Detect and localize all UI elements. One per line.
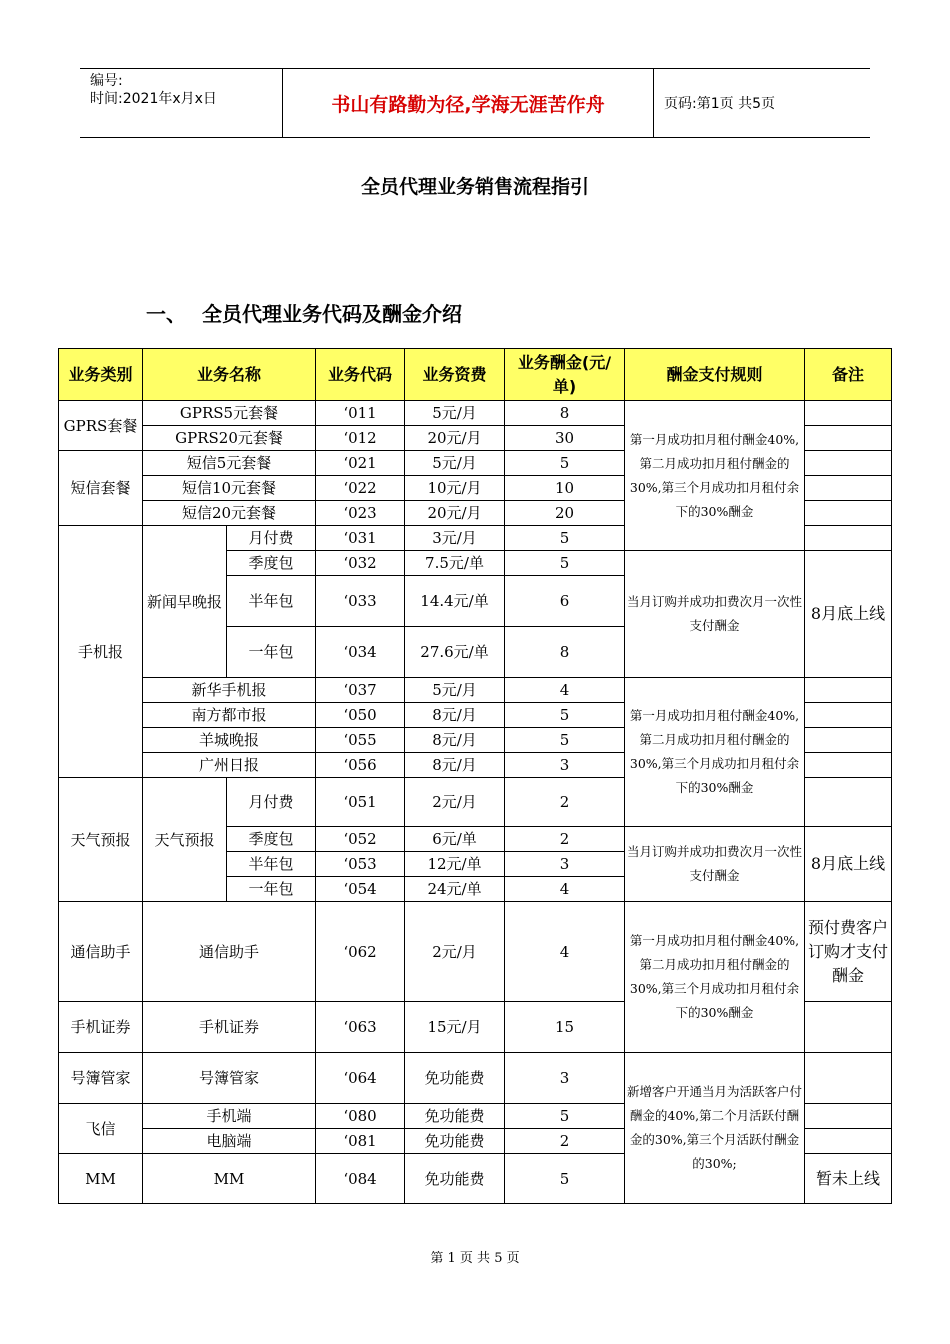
note-cell xyxy=(805,426,892,451)
name-cell: GPRS5元套餐 xyxy=(143,401,316,426)
code-cell: ‘011 xyxy=(316,401,405,426)
name-cell: 号簿管家 xyxy=(143,1053,316,1104)
fee-cell: 12元/单 xyxy=(405,852,505,877)
rule-cell: 当月订购并成功扣费次月一次性支付酬金 xyxy=(625,827,805,902)
name-cell: MM xyxy=(143,1154,316,1204)
note-cell xyxy=(805,728,892,753)
header-fee: 业务资费 xyxy=(405,349,505,401)
name-cell: 南方都市报 xyxy=(143,703,316,728)
code-cell: ‘050 xyxy=(316,703,405,728)
note-cell xyxy=(805,501,892,526)
fee-cell: 8元/月 xyxy=(405,703,505,728)
code-cell: ‘051 xyxy=(316,778,405,827)
note-cell: 8月底上线 xyxy=(805,827,892,902)
commission-cell: 15 xyxy=(505,1002,625,1053)
commission-cell: 5 xyxy=(505,703,625,728)
header-motto: 书山有路勤为径,学海无涯苦作舟 xyxy=(282,69,654,137)
rule-cell: 第一月成功扣月租付酬金40%,第二月成功扣月租付酬金的30%,第三个月成功扣月租付余下的30%酬金 xyxy=(625,401,805,551)
page-header xyxy=(80,68,870,138)
name-cell: 季度包 xyxy=(227,827,316,852)
name-cell: 手机证券 xyxy=(143,1002,316,1053)
category-cell: 通信助手 xyxy=(59,902,143,1002)
commission-cell: 8 xyxy=(505,401,625,426)
category-cell: 手机证券 xyxy=(59,1002,143,1053)
fee-cell: 5元/月 xyxy=(405,401,505,426)
note-cell xyxy=(805,678,892,703)
name-cell: 季度包 xyxy=(227,551,316,576)
name-cell: 月付费 xyxy=(227,778,316,827)
commission-cell: 5 xyxy=(505,526,625,551)
name-cell: 月付费 xyxy=(227,526,316,551)
header-meta xyxy=(90,72,217,108)
commission-cell: 4 xyxy=(505,678,625,703)
code-cell: ‘053 xyxy=(316,852,405,877)
header-page-info: 页码:第1页 共5页 xyxy=(664,96,775,112)
category-cell: 天气预报 xyxy=(59,778,143,902)
section-heading xyxy=(146,298,462,327)
fee-cell: 20元/月 xyxy=(405,426,505,451)
code-cell: ‘033 xyxy=(316,576,405,627)
header-category: 业务类别 xyxy=(59,349,143,401)
rule-cell: 第一月成功扣月租付酬金40%,第二月成功扣月租付酬金的30%,第三个月成功扣月租付余下的30%酬金 xyxy=(625,678,805,827)
fee-cell: 27.6元/单 xyxy=(405,627,505,678)
section-title: 全员代理业务代码及酬金介绍 xyxy=(202,302,462,326)
table-row xyxy=(59,902,892,1002)
fee-cell: 免功能费 xyxy=(405,1053,505,1104)
name-cell: 电脑端 xyxy=(143,1129,316,1154)
fee-cell: 24元/单 xyxy=(405,877,505,902)
fee-cell: 免功能费 xyxy=(405,1154,505,1204)
name-cell: 半年包 xyxy=(227,852,316,877)
rule-cell: 新增客户开通当月为活跃客户付酬金的40%,第二个月活跃付酬金的30%,第三个月活跃付酬金的30%; xyxy=(625,1053,805,1204)
name-cell: 羊城晚报 xyxy=(143,728,316,753)
header-code: 业务代码 xyxy=(316,349,405,401)
note-cell xyxy=(805,778,892,827)
note-cell xyxy=(805,1002,892,1053)
code-cell: ‘062 xyxy=(316,902,405,1002)
fee-cell: 3元/月 xyxy=(405,526,505,551)
name-cell: 广州日报 xyxy=(143,753,316,778)
code-cell: ‘081 xyxy=(316,1129,405,1154)
commission-cell: 6 xyxy=(505,576,625,627)
name-cell: 通信助手 xyxy=(143,902,316,1002)
fee-cell: 10元/月 xyxy=(405,476,505,501)
rule-cell: 第一月成功扣月租付酬金40%,第二月成功扣月租付酬金的30%,第三个月成功扣月租付余下的30%酬金 xyxy=(625,902,805,1053)
doc-time-label: 时间:2021年x月x日 xyxy=(90,91,217,107)
commission-cell: 4 xyxy=(505,877,625,902)
commission-cell: 3 xyxy=(505,852,625,877)
section-number: 一、 xyxy=(146,302,186,326)
code-cell: ‘022 xyxy=(316,476,405,501)
commission-cell: 5 xyxy=(505,728,625,753)
note-cell xyxy=(805,451,892,476)
commission-cell: 5 xyxy=(505,1104,625,1129)
name-cell: 短信20元套餐 xyxy=(143,501,316,526)
document-title: 全员代理业务销售流程指引 xyxy=(360,176,589,198)
doc-number-label: 编号: xyxy=(90,73,123,89)
commission-cell: 20 xyxy=(505,501,625,526)
category-cell: MM xyxy=(59,1154,143,1204)
subcategory-cell: 天气预报 xyxy=(143,778,227,902)
code-cell: ‘063 xyxy=(316,1002,405,1053)
fee-cell: 14.4元/单 xyxy=(405,576,505,627)
commission-table xyxy=(58,348,892,1204)
table-row xyxy=(59,678,892,703)
note-cell xyxy=(805,703,892,728)
code-cell: ‘056 xyxy=(316,753,405,778)
note-cell xyxy=(805,476,892,501)
name-cell: GPRS20元套餐 xyxy=(143,426,316,451)
fee-cell: 20元/月 xyxy=(405,501,505,526)
fee-cell: 8元/月 xyxy=(405,753,505,778)
name-cell: 手机端 xyxy=(143,1104,316,1129)
fee-cell: 6元/单 xyxy=(405,827,505,852)
rule-cell: 当月订购并成功扣费次月一次性支付酬金 xyxy=(625,551,805,678)
header-commission: 业务酬金(元/单) xyxy=(505,349,625,401)
note-cell xyxy=(805,526,892,551)
header-name: 业务名称 xyxy=(143,349,316,401)
code-cell: ‘052 xyxy=(316,827,405,852)
code-cell: ‘031 xyxy=(316,526,405,551)
commission-cell: 4 xyxy=(505,902,625,1002)
fee-cell: 免功能费 xyxy=(405,1104,505,1129)
code-cell: ‘054 xyxy=(316,877,405,902)
name-cell: 半年包 xyxy=(227,576,316,627)
code-cell: ‘012 xyxy=(316,426,405,451)
commission-cell: 3 xyxy=(505,753,625,778)
commission-cell: 10 xyxy=(505,476,625,501)
fee-cell: 2元/月 xyxy=(405,778,505,827)
commission-cell: 2 xyxy=(505,1129,625,1154)
header-rule: 酬金支付规则 xyxy=(625,349,805,401)
fee-cell: 5元/月 xyxy=(405,678,505,703)
category-cell: 短信套餐 xyxy=(59,451,143,526)
note-cell: 预付费客户订购才支付酬金 xyxy=(805,902,892,1002)
note-cell: 8月底上线 xyxy=(805,551,892,678)
commission-cell: 5 xyxy=(505,551,625,576)
table-row xyxy=(59,1053,892,1104)
commission-cell: 30 xyxy=(505,426,625,451)
name-cell: 短信10元套餐 xyxy=(143,476,316,501)
fee-cell: 15元/月 xyxy=(405,1002,505,1053)
commission-cell: 2 xyxy=(505,778,625,827)
fee-cell: 8元/月 xyxy=(405,728,505,753)
commission-cell: 3 xyxy=(505,1053,625,1104)
category-cell: 号簿管家 xyxy=(59,1053,143,1104)
category-cell: 飞信 xyxy=(59,1104,143,1154)
header-note: 备注 xyxy=(805,349,892,401)
code-cell: ‘084 xyxy=(316,1154,405,1204)
name-cell: 新华手机报 xyxy=(143,678,316,703)
note-cell xyxy=(805,401,892,426)
note-cell xyxy=(805,1129,892,1154)
code-cell: ‘034 xyxy=(316,627,405,678)
category-cell: GPRS套餐 xyxy=(59,401,143,451)
code-cell: ‘055 xyxy=(316,728,405,753)
code-cell: ‘021 xyxy=(316,451,405,476)
code-cell: ‘064 xyxy=(316,1053,405,1104)
name-cell: 一年包 xyxy=(227,627,316,678)
subcategory-cell: 新闻早晚报 xyxy=(143,526,227,678)
code-cell: ‘037 xyxy=(316,678,405,703)
fee-cell: 免功能费 xyxy=(405,1129,505,1154)
code-cell: ‘032 xyxy=(316,551,405,576)
table-row xyxy=(59,401,892,426)
commission-cell: 2 xyxy=(505,827,625,852)
note-cell: 暂未上线 xyxy=(805,1154,892,1204)
page-footer: 第 1 页 共 5 页 xyxy=(430,1251,520,1266)
note-cell xyxy=(805,753,892,778)
note-cell xyxy=(805,1053,892,1104)
fee-cell: 5元/月 xyxy=(405,451,505,476)
code-cell: ‘023 xyxy=(316,501,405,526)
fee-cell: 2元/月 xyxy=(405,902,505,1002)
name-cell: 一年包 xyxy=(227,877,316,902)
code-cell: ‘080 xyxy=(316,1104,405,1129)
note-cell xyxy=(805,1104,892,1129)
commission-cell: 5 xyxy=(505,1154,625,1204)
category-cell: 手机报 xyxy=(59,526,143,778)
commission-cell: 8 xyxy=(505,627,625,678)
table-header-row xyxy=(59,349,892,401)
fee-cell: 7.5元/单 xyxy=(405,551,505,576)
name-cell: 短信5元套餐 xyxy=(143,451,316,476)
commission-cell: 5 xyxy=(505,451,625,476)
